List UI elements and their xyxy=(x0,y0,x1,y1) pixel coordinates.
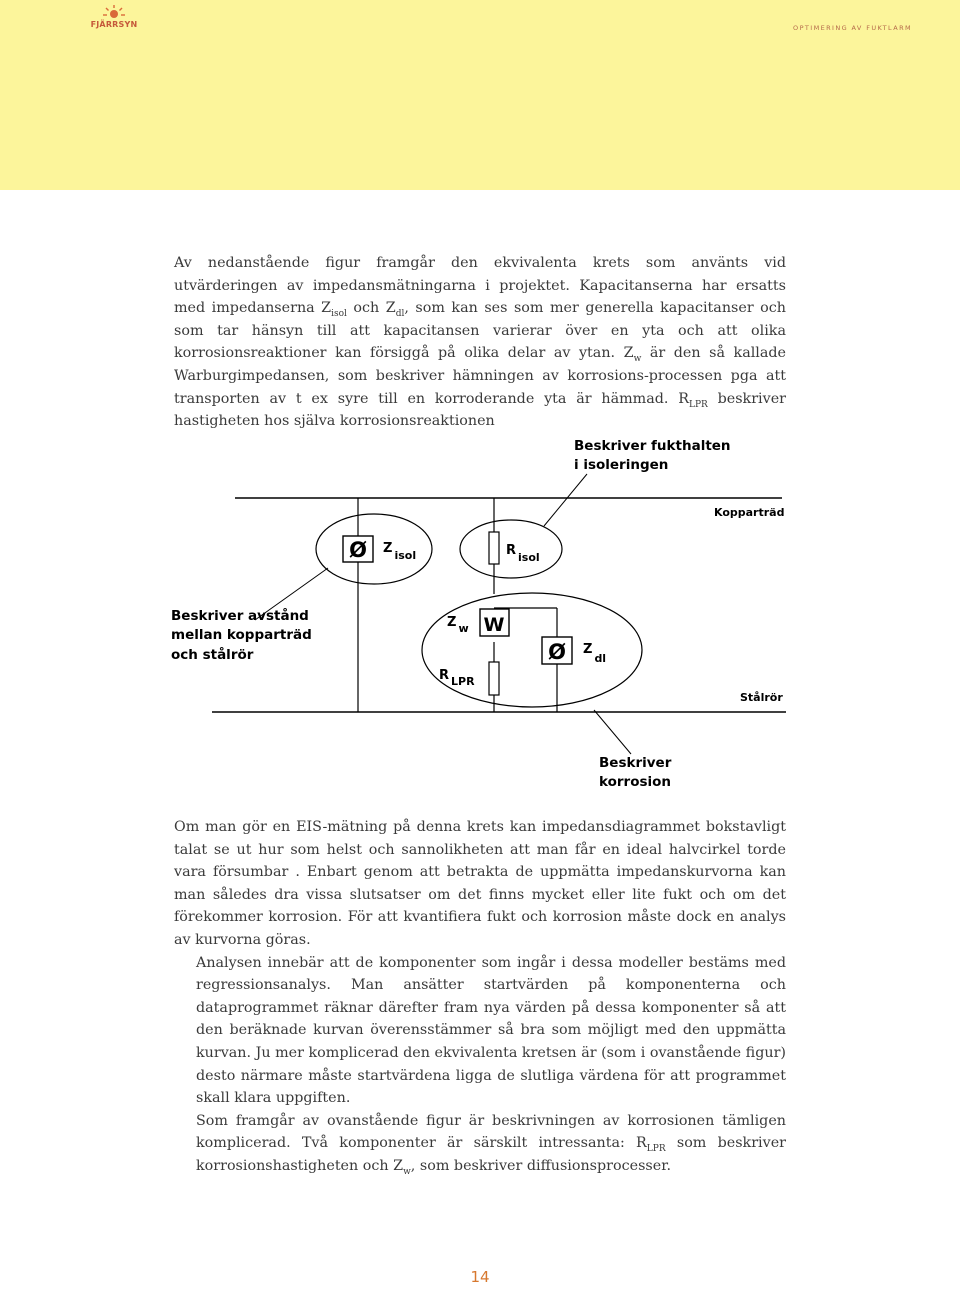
label-fukt-line1: Beskriver fukthalten xyxy=(574,438,731,454)
label-avstand-line1: Beskriver avstånd xyxy=(171,608,309,624)
sun-icon xyxy=(102,4,126,20)
r-isol-label: R $_{isol}$ xyxy=(506,543,540,564)
paragraph-analys: Analysen innebär att de komponenter som ingår i dessa modeller bestäms med regressionsanalys. Man ansätter startvärden på komponenterna och dataprogrammet räknar därefter fram nya värden på dessa komponenter så att den beräknade kurvan överensstämmer så bra som möjligt med den uppmätta kurvan. Ju mer komplicerad den ekvivalenta kretsen är (som i ovanstående figur) desto närmare måste startvärdena ligga de slutliga värdena för att programmet skall klara uppgiften. xyxy=(196,954,786,1107)
label-korrosion-line2: korrosion xyxy=(599,774,672,790)
resistor-lpr xyxy=(489,662,499,695)
fjarrsyn-logo xyxy=(88,4,140,32)
z-isol-label: Z $_{isol}$ xyxy=(383,541,417,562)
r-lpr-label: R $_{LPR}$ xyxy=(439,668,475,688)
label-fukt-line2: i isoleringen xyxy=(574,457,669,473)
warburg-glyph: W xyxy=(483,614,505,636)
resistor-isol xyxy=(489,532,499,564)
paragraph-eis: Om man gör en EIS-mätning på denna krets kan impedansdiagrammet bokstavligt talat se ut hur som helst och sannolikheten att man får en ideal halvcirkel torde vara försumbar . Enbart genom att betrakta de uppmätta impedanskurvorna kan man således dra vissa slutsatser om det finns mycket eller lite fukt och om det förekommer korrosion. För att kvantifiera fukt och korrosion måste dock en analys av kurvorna göras. xyxy=(174,819,786,948)
label-avstand-line2: mellan kopparträd xyxy=(171,627,312,643)
intro-paragraph: Av nedanstående figur framgår den ekvivalenta krets som använts vid utvärderingen av impedansmätningarna i projektet. Kapacitanserna har ersatts med impedanserna $Z_{isol}$ och $Z_{dl}$, som kan ses som mer generella kapacitanser och som tar hänsyn till att kapacitansen varierar över en yta och att olika korrosionsreaktioner kan försiggå på olika delar av ytan. $Z_w$ är den så kallade Warburgimpedansen, som beskriver hämningen av korrosions-processen pga att transporten av t ex syre till en korroderande yta är hämmad. $R_{LPR}$ beskriver hastigheten hos själva korrosionsreaktionen xyxy=(174,255,787,430)
circuit-diagram xyxy=(162,432,788,794)
equivalent-circuit-figure xyxy=(162,432,788,794)
label-stalror: Stålrör xyxy=(740,691,783,704)
label-kopparrad: Kopparträd xyxy=(714,506,785,519)
page-number: 14 xyxy=(470,1268,490,1286)
z-dl-label: $Z_{dl}$ xyxy=(583,642,607,665)
label-korrosion-line1: Beskriver xyxy=(599,755,672,771)
z-w-label: Z $_w$ xyxy=(447,615,469,635)
logo-text: FJÄRRSYN xyxy=(90,20,138,29)
body-text xyxy=(174,816,786,1178)
cpe-isol-glyph: Ø xyxy=(349,538,367,562)
cpe-dl-glyph: Ø xyxy=(548,640,566,664)
paragraph-korrosion: Som framgår av ovanstående figur är beskrivningen av korrosionen tämligen komplicerad. Två komponenter är särskilt intressanta: $R_{LPR}$ som beskriver korrosionshastigheten och $Z_w$, som beskriver diffusionsprocesser. xyxy=(196,1112,786,1177)
section-title: OPTIMERING AV FUKTLARM xyxy=(793,24,912,32)
label-avstand-line3: och stålrör xyxy=(171,647,254,663)
